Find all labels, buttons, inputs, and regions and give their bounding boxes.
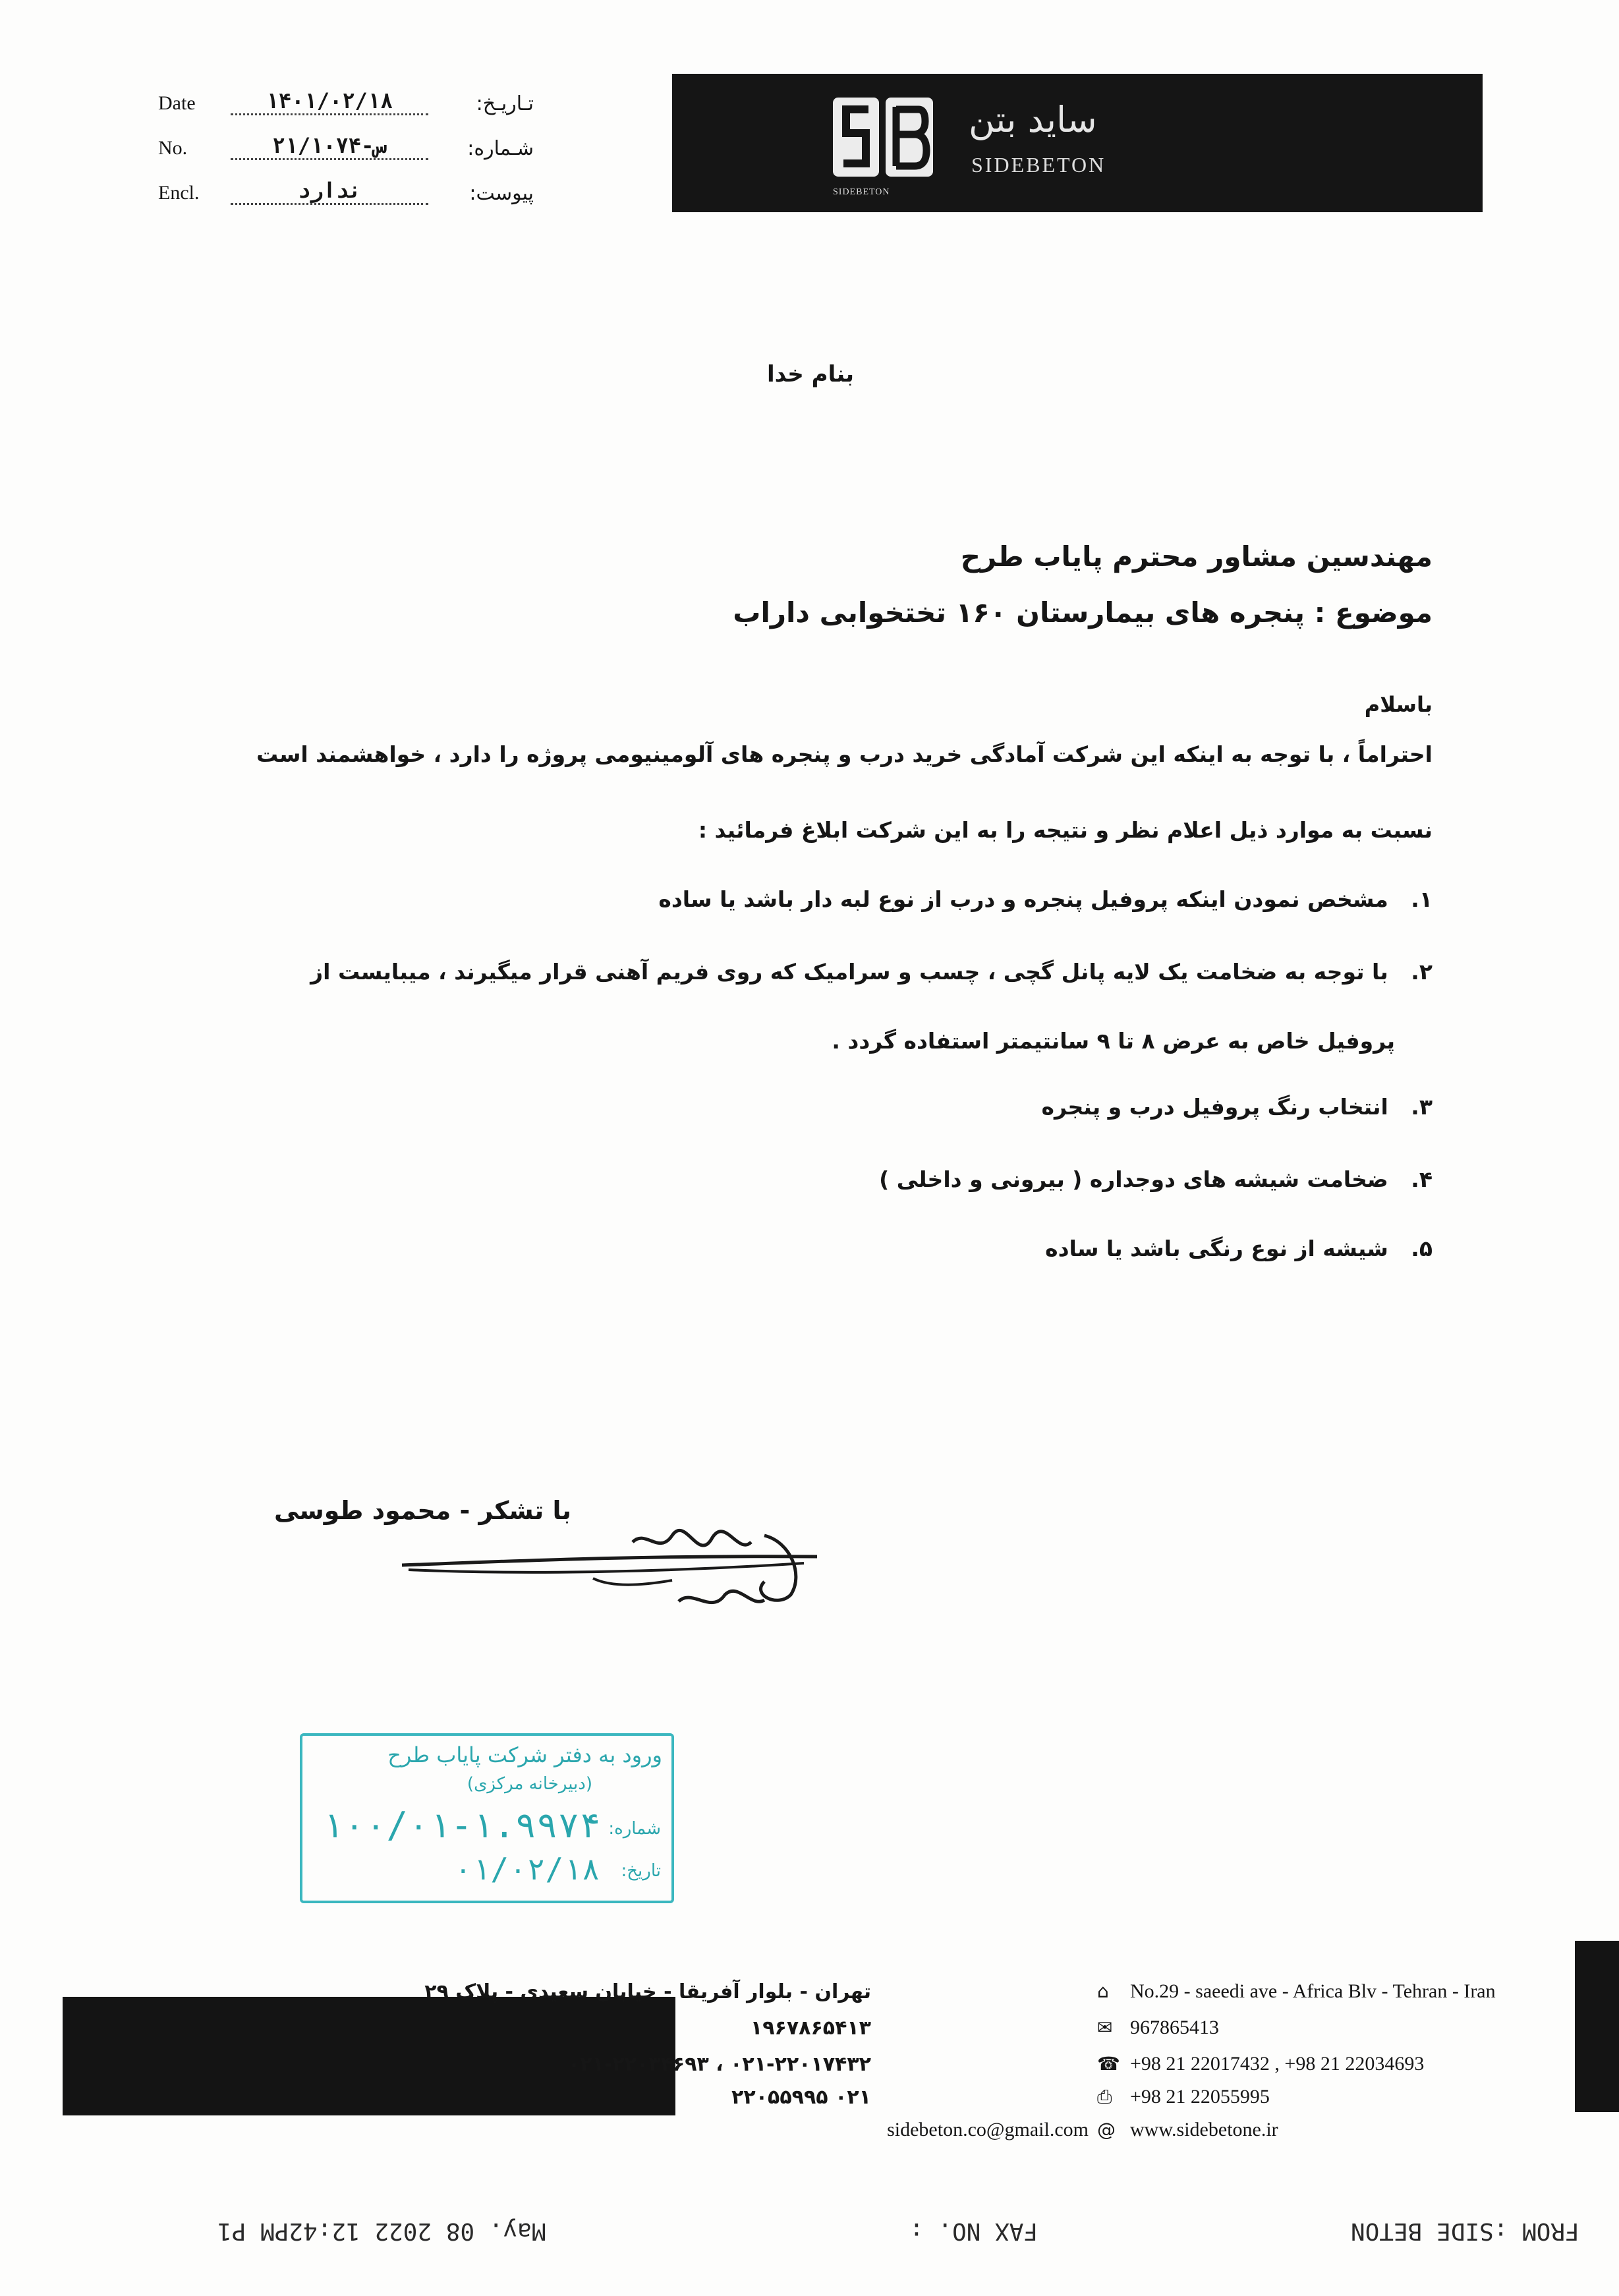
list-number: ۳. — [1411, 1094, 1433, 1120]
receipt-stamp — [300, 1733, 674, 1903]
fax-icon: ⎙ — [1097, 2086, 1112, 2108]
footer-email: sidebeton.co@gmail.com — [887, 2119, 1089, 2140]
stamp-date-value: ۰۱/۰۲/۱۸ — [454, 1851, 600, 1887]
sidebeton-logo-icon — [830, 95, 936, 194]
bismillah: بنام خدا — [767, 361, 854, 387]
list-item-4 — [879, 1166, 1433, 1192]
number-label-fa: شـماره: — [467, 137, 534, 160]
footer-fax-en: +98 21 22055995 — [1130, 2086, 1270, 2108]
list-item-2 — [310, 959, 1433, 985]
fax-timestamp: May. 08 2022 12:42PM P1 — [217, 2218, 546, 2245]
date-value: ۱۴۰۱/۰۲/۱۸ — [231, 88, 428, 115]
footer-address-en: No.29 - saeedi ave - Africa Blv - Tehran - Iran — [1130, 1980, 1496, 2002]
stamp-number-label: شماره: — [608, 1819, 661, 1839]
list-number: ۱. — [1411, 886, 1433, 912]
stamp-date-label: تاریخ: — [621, 1861, 661, 1881]
home-icon: ⌂ — [1097, 1980, 1109, 2002]
footer-postal-en: 967865413 — [1130, 2017, 1219, 2038]
list-text: مشخص نمودن اینکه پروفیل پنجره و درب از نوع لبه دار باشد یا ساده — [658, 886, 1388, 912]
handwritten-signature — [395, 1516, 923, 1648]
footer-fax-fa: ۰۲۱ ۲۲۰۵۵۹۹۵ — [731, 2086, 871, 2109]
mailbox-icon: ✉ — [1097, 2017, 1113, 2038]
greeting: باسلام — [1364, 692, 1433, 717]
phone-icon: ☎ — [1097, 2053, 1120, 2075]
number-value: ۲۱/۱۰۷۴-س — [231, 133, 428, 160]
list-number: ۵. — [1411, 1236, 1433, 1261]
letterhead-logo-bar — [672, 74, 1483, 212]
stamp-number-value: ۱۰۰/۰۱-۱.۹۹۷۴ — [322, 1804, 601, 1846]
stamp-subtitle: (دبیرخانه مرکزی) — [467, 1774, 592, 1794]
footer-edge-bar — [1575, 1941, 1619, 2112]
list-item-1 — [658, 886, 1433, 912]
list-text: انتخاب رنگ پروفیل درب و پنجره — [1041, 1094, 1388, 1120]
footer-postal-fa: ۱۹۶۷۸۶۵۴۱۳ — [750, 2017, 871, 2040]
footer-address-fa: تهران - بلوار آفریقا - خیابان سعیدی - پلاک ۲۹ — [424, 1980, 871, 2003]
logo-name-fa: ساید بتن — [969, 99, 1097, 140]
fax-number-label: FAX NO. : — [909, 2218, 1038, 2245]
number-row — [152, 133, 534, 173]
stamp-title: ورود به دفتر شرکت پایاب طرح — [387, 1742, 662, 1767]
number-label-en: No. — [158, 137, 188, 159]
footer-website: www.sidebetone.ir — [1130, 2119, 1278, 2140]
list-number: ۴. — [1411, 1166, 1433, 1192]
paragraph-line: احتراماً ، با توجه به اینکه این شرکت آمادگی خرید درب و پنجره های آلومینیومی پروژه را دارد ، خواهشمند است — [256, 741, 1433, 767]
list-text: با توجه به ضخامت یک لایه پانل گچی ، چسب و سرامیک که روی فریم آهنی قرار میگیرند ، میبایست از — [310, 959, 1388, 985]
encl-value: ندارد — [231, 178, 428, 205]
paragraph-line: نسبت به موارد ذیل اعلام نظر و نتیجه را به این شرکت ابلاغ فرمائید : — [698, 817, 1433, 843]
list-text: ضخامت شیشه های دوجداره ( بیرونی و داخلی ) — [879, 1166, 1388, 1192]
footer-phones-en: +98 21 22017432 , +98 21 22034693 — [1130, 2053, 1425, 2075]
addressee: مهندسین مشاور محترم پایاب طرح — [960, 540, 1433, 573]
date-label-fa: تـاریـخ: — [476, 92, 534, 115]
fax-transmission-header — [0, 2204, 1619, 2257]
closing-line: با تشکر - محمود طوسی — [273, 1496, 571, 1525]
list-item-5 — [1045, 1236, 1433, 1261]
fax-from: FROM :SIDE BETON — [1351, 2218, 1579, 2245]
list-item-2-continued — [832, 1028, 1395, 1054]
logo-name-en: SIDEBETON — [971, 153, 1106, 177]
list-number: ۲. — [1411, 959, 1433, 985]
date-label-en: Date — [158, 92, 196, 114]
email-icon: @ — [1097, 2119, 1116, 2140]
encl-label-en: Encl. — [158, 182, 200, 204]
subject-line: موضوع : پنجره های بیمارستان ۱۶۰ تختخوابی داراب — [733, 596, 1433, 629]
date-row — [152, 88, 534, 128]
letter-meta — [152, 86, 534, 217]
footer-phones-fa: ۰۲۱-۲۲۰۱۷۴۳۲ ، ۰۲۱-۲۲۰۳۴۶۹۳ — [567, 2053, 871, 2076]
logo-caption: SIDEBETON — [833, 187, 890, 197]
list-text: پروفیل خاص به عرض ۸ تا ۹ سانتیمتر استفاده گردد . — [832, 1028, 1395, 1054]
list-text: شیشه از نوع رنگی باشد یا ساده — [1045, 1236, 1388, 1261]
enclosure-row — [152, 178, 534, 217]
encl-label-fa: پیوست: — [469, 182, 534, 205]
list-item-3 — [1041, 1094, 1433, 1120]
